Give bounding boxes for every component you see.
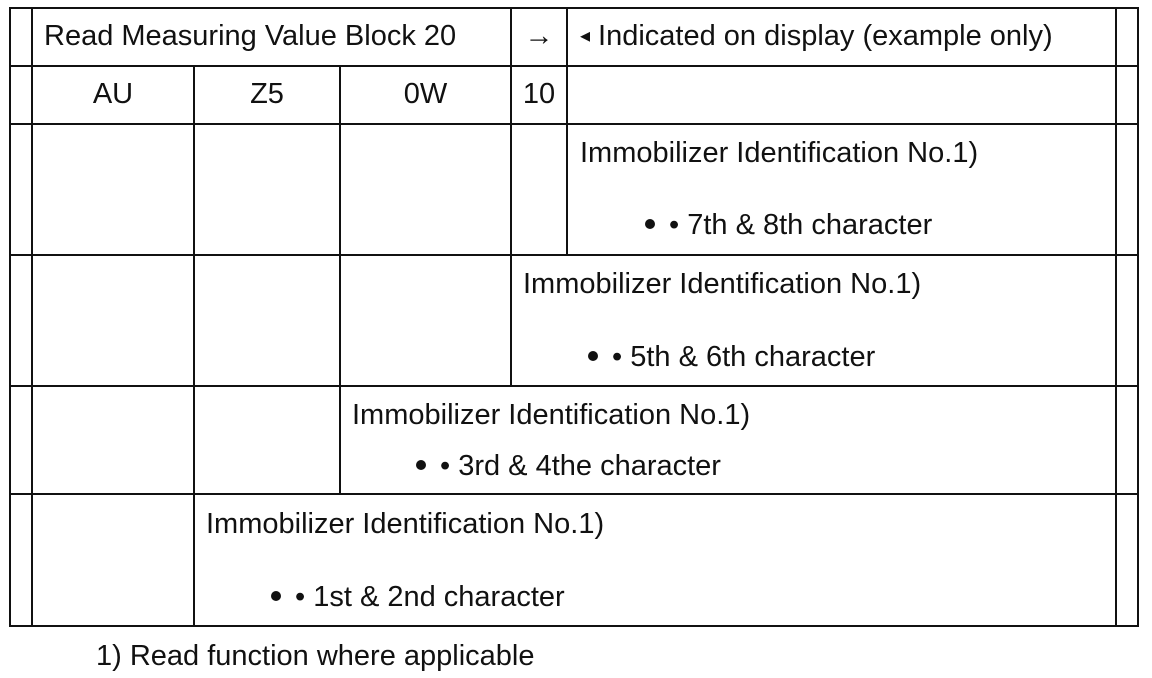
entry-label: Immobilizer Identification No.1) bbox=[580, 137, 979, 169]
col-divider-au bbox=[193, 65, 195, 627]
entry-detail-text: • 3rd & 4the character bbox=[440, 450, 721, 482]
bullet-icon bbox=[645, 219, 655, 229]
col-divider-10 bbox=[566, 7, 568, 256]
left-pointer-icon: ◂ bbox=[580, 25, 591, 47]
display-note-text: Indicated on display (example only) bbox=[598, 20, 1053, 52]
footnote: 1) Read function where applicable bbox=[96, 640, 535, 672]
entry-detail-text: • 5th & 6th character bbox=[612, 341, 876, 373]
entry-detail bbox=[645, 211, 932, 240]
bullet-icon bbox=[416, 460, 426, 470]
bullet-icon bbox=[271, 591, 281, 601]
entry-detail bbox=[271, 583, 565, 612]
row-divider-codes bbox=[9, 123, 1139, 125]
arrow-right-icon: → bbox=[524, 20, 554, 52]
row-divider-entry-2 bbox=[9, 385, 1139, 387]
left-outer-border bbox=[9, 7, 11, 627]
entry-detail-text: • 7th & 8th character bbox=[669, 209, 933, 241]
entry-label: Immobilizer Identification No.1) bbox=[352, 399, 751, 431]
table-bottom-border bbox=[9, 625, 1139, 627]
code-cell-0w: 0W bbox=[403, 78, 448, 110]
table-top-border bbox=[9, 7, 1139, 9]
code-cell-au: AU bbox=[92, 78, 134, 110]
row-divider-entry-3 bbox=[9, 493, 1139, 495]
row-divider-entry-1 bbox=[9, 254, 1139, 256]
entry-label: Immobilizer Identification No.1) bbox=[523, 268, 922, 300]
col-divider-0w bbox=[510, 7, 512, 387]
block-title: Read Measuring Value Block 20 bbox=[44, 20, 457, 52]
code-cell-z5: Z5 bbox=[250, 78, 284, 110]
entry-detail bbox=[416, 452, 721, 481]
row-divider-header bbox=[9, 65, 1139, 67]
entry-detail-text: • 1st & 2nd character bbox=[295, 581, 565, 613]
right-outer-border bbox=[1137, 7, 1139, 627]
display-note bbox=[580, 22, 1053, 51]
code-cell-10: 10 bbox=[522, 78, 556, 110]
col-divider-z5 bbox=[339, 65, 341, 495]
bullet-icon bbox=[588, 351, 598, 361]
right-inner-border bbox=[1115, 7, 1117, 627]
entry-detail bbox=[588, 343, 875, 372]
entry-label: Immobilizer Identification No.1) bbox=[206, 508, 605, 540]
